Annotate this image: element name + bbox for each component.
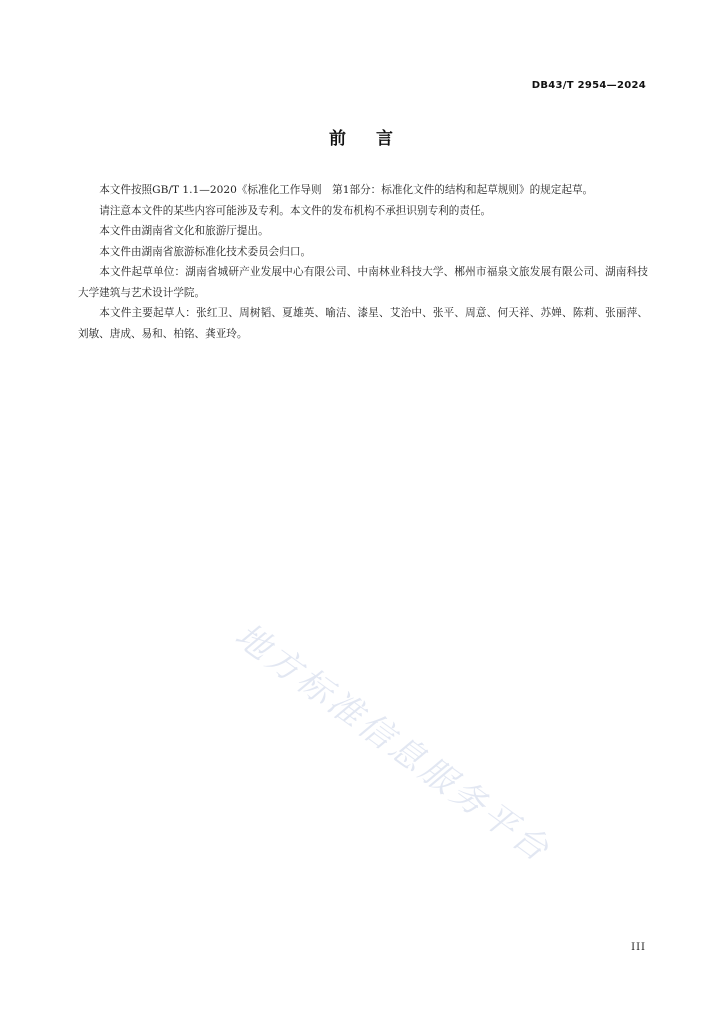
page-number: III [631,942,646,953]
paragraph-drafters: 本文件主要起草人：张红卫、周树韬、夏雄英、喻洁、漆星、艾治中、张平、周意、何天祥、苏婵、陈莉、张丽萍、刘敏、唐成、易和、柏铭、龚亚玲。 [78,307,648,340]
title-part-1: 前 [329,129,348,149]
title-part-2: 言 [376,129,395,149]
paragraph-drafting-units: 本文件起草单位：湖南省城研产业发展中心有限公司、中南林业科技大学、郴州市福泉文旅发展有限公司、湖南科技大学建筑与艺术设计学院。 [78,266,648,299]
watermark: 地方标准信息服务平台 [227,615,559,872]
paragraph-patent-notice: 请注意本文件的某些内容可能涉及专利。本文件的发布机构不承担识别专利的责任。 [99,204,492,217]
paragraph-centralized-by: 本文件由湖南省旅游标准化技术委员会归口。 [99,245,312,258]
page-title [0,124,724,149]
paragraph-drafting-basis: 本文件按照GB/T 1.1—2020《标准化工作导则 第1部分：标准化文件的结构和起草规则》的规定起草。 [99,184,594,196]
document-code: DB43/T 2954—2024 [531,80,646,91]
foreword-body [78,180,648,344]
paragraph-proposer: 本文件由湖南省文化和旅游厅提出。 [99,225,269,237]
